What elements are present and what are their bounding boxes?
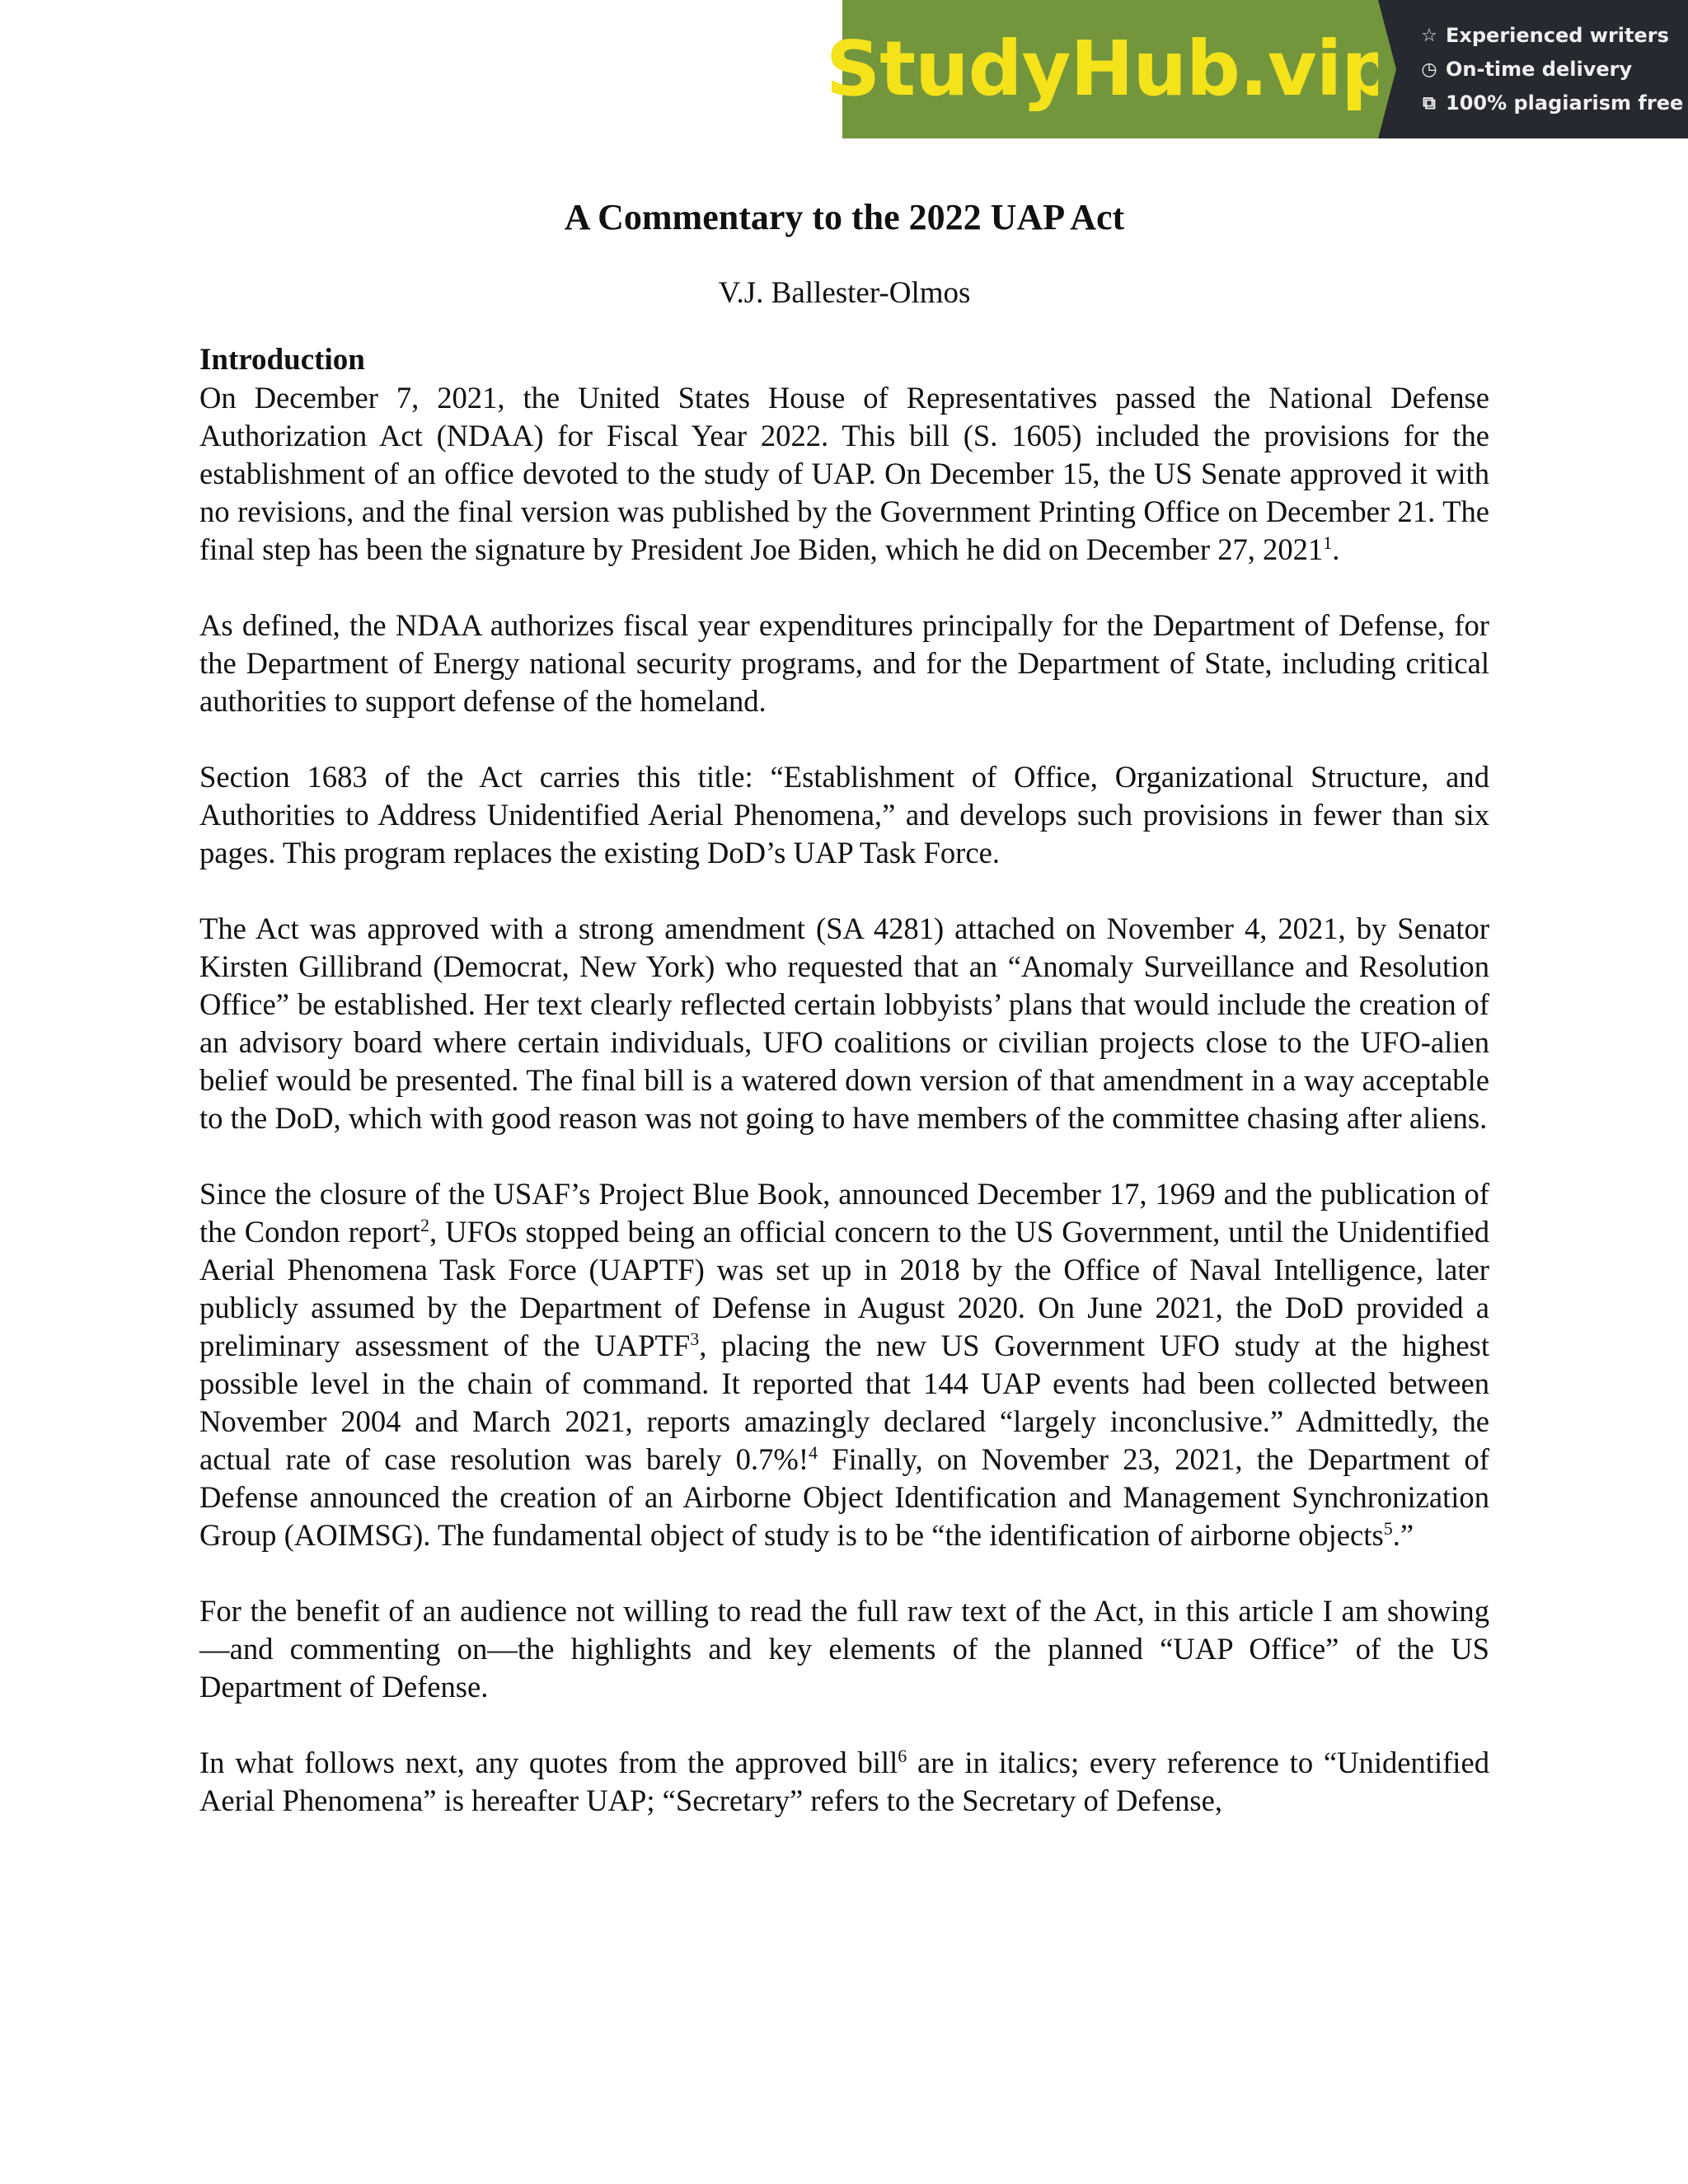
text-run: Finally, on November 23, 2021, the Department of Defense announced the creation of an Airborne Object Identification and Management Synchronization Group (AOIMSG). The fundamental object of study is to be “the identification of airborne objects (199, 1442, 1489, 1552)
studyhub-banner[interactable] (825, 0, 1688, 138)
text-run: For the benefit of an audience not willing to read the full raw text of the Act, in this article I am showing—and commenting on—the highlights and key elements of the planned “UAP Office” of the US Department of Defense. (199, 1594, 1489, 1704)
paragraph (199, 379, 1489, 569)
text-run: . (1332, 532, 1340, 566)
text-run: Section 1683 of the Act carries this title: “Establishment of Office, Organizational Structure, and Authorities to Address Unidentified Aerial Phenomena,” and develops such provisions in fewer than six pages. This program replaces the existing DoD’s UAP Task Force. (199, 760, 1489, 869)
footnote-marker[interactable]: 5 (1383, 1517, 1393, 1539)
footnote-marker[interactable]: 1 (1323, 532, 1333, 553)
text-run: On December 7, 2021, the United States House of Representatives passed the National Defense Authorization Act (NDAA) for Fiscal Year 2022. This bill (S. 1605) included the provisions for the establishment of an office devoted to the study of UAP. On December 15, the US Senate approved it with no revisions, and the final version was published by the Government Printing Office on December 21. The final step has been the signature by President Joe Biden, which he did on December 27, 2021 (199, 381, 1489, 566)
paragraph (199, 758, 1489, 872)
footnote-marker[interactable]: 2 (420, 1214, 429, 1235)
text-run: are in italics; every reference to “Unidentified Aerial Phenomena” is hereafter UAP; “Secretary” refers to the Secretary of Defense, (199, 1746, 1489, 1817)
section-heading: Introduction (199, 343, 365, 377)
paragraph (199, 1744, 1489, 1820)
text-run: .” (1392, 1518, 1414, 1552)
feature-plagiarism-free (1418, 87, 1688, 120)
copy-icon: ⧉ (1423, 92, 1436, 114)
feature-label: 100% plagiarism free (1446, 91, 1684, 115)
feature-list (1378, 0, 1688, 138)
document-author: V.J. Ballester-Olmos (718, 276, 971, 310)
clock-icon: ◷ (1421, 59, 1437, 80)
brand-panel (825, 0, 1395, 138)
footnote-marker[interactable]: 4 (809, 1441, 818, 1463)
brand-logo: StudyHub.vip (825, 25, 1395, 113)
feature-on-time-delivery (1418, 53, 1688, 87)
paragraph (199, 1592, 1489, 1706)
document-title: A Commentary to the 2022 UAP Act (564, 197, 1125, 237)
paragraph (199, 910, 1489, 1137)
footnote-marker[interactable]: 6 (898, 1745, 907, 1766)
text-run: In what follows next, any quotes from the approved bill (199, 1746, 898, 1779)
text-run: As defined, the NDAA authorizes fiscal year expenditures principally for the Department of Defense, for the Department of Energy national security programs, and for the Department of State, including critical authorities to support defense of the homeland. (199, 608, 1489, 718)
text-run: , UFOs stopped being an official concern to the US Government, until the Unidentified Aerial Phenomena Task Force (UAPTF) was set up in 2018 by the Office of Naval Intelligence, later publicly assumed by the Department of Defense in August 2020. On June 2021, the DoD provided a preliminary assessment of the UAPTF (199, 1215, 1490, 1362)
footnote-marker[interactable]: 3 (690, 1328, 700, 1349)
feature-label: Experienced writers (1446, 24, 1669, 47)
star-outline-icon: ☆ (1421, 25, 1437, 46)
feature-label: On-time delivery (1446, 58, 1633, 81)
feature-experienced-writers (1418, 19, 1688, 53)
body-text (199, 379, 1489, 1820)
text-run: , placing the new US Government UFO study at the highest possible level in the chain of command. It reported that 144 UAP events had been collected between November 2004 and March 2021, reports amazingly declared “largely inconclusive.” Admittedly, the actual rate of case resolution was barely 0.7%! (199, 1329, 1489, 1476)
text-run: Since the closure of the USAF’s Project Blue Book, announced December 17, 1969 and the publication of the Condon report (199, 1177, 1489, 1249)
document-page (199, 194, 1489, 1820)
paragraph (199, 607, 1489, 720)
paragraph (199, 1175, 1489, 1554)
text-run: The Act was approved with a strong amendment (SA 4281) attached on November 4, 2021, by Senator Kirsten Gillibrand (Democrat, New York) who requested that an “Anomaly Surveillance and Resolution Office” be established. Her text clearly reflected certain lobbyists’ plans that would include the creation of an advisory board where certain individuals, UFO coalitions or civilian projects close to the UFO-alien belief would be presented. The final bill is a watered down version of that amendment in a way acceptable to the DoD, which with good reason was not going to have members of the committee chasing after aliens. (199, 912, 1489, 1135)
